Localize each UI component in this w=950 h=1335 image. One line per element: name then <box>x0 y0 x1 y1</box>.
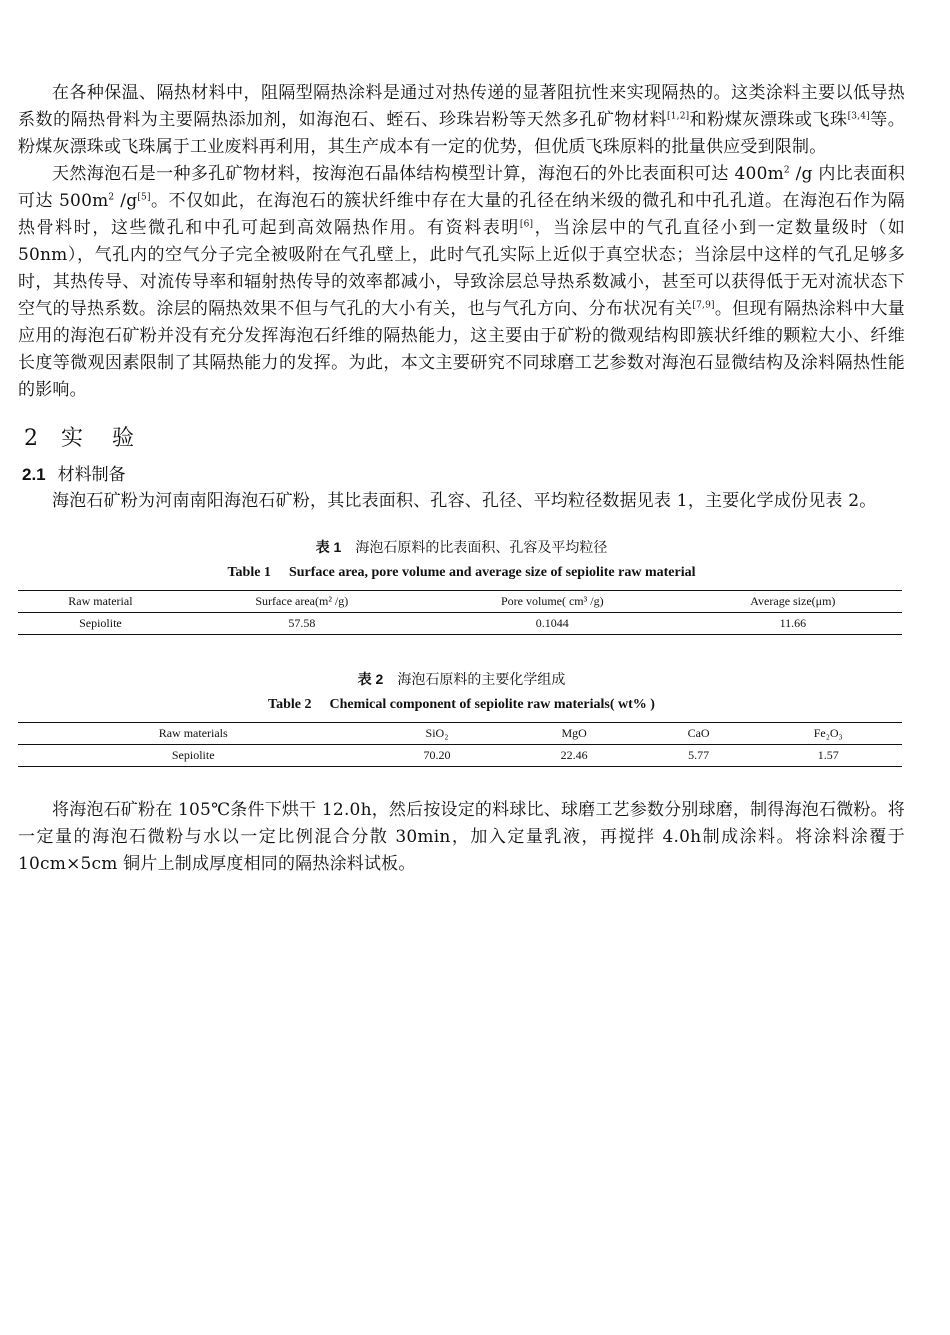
p2-text-d: 。不仅如此，在海泡石的簇状纤维中存在大量的孔径在纳米级的微孔和中孔孔道。在海泡石作为隔热骨料时，这些微孔和中孔可起到高效隔热作用。有资料表明 <box>18 191 905 238</box>
table-row <box>18 745 902 767</box>
p2-text-f: 。但现有隔热涂料中大量应用的海泡石矿粉并没有充分发挥海泡石纤维的隔热能力，这主要由于矿粉的微观结构即簇状纤维的颗粒大小、纤维长度等微观因素限制了其隔热能力的发挥。为此，本文主要研究不同球磨工艺参数对海泡石显微结构及涂料隔热性能的影响。 <box>18 299 905 400</box>
table-2-header-cell: CaO <box>687 726 710 740</box>
table-1-header-cell: Raw material <box>68 594 133 608</box>
table-1-cn-title: 海泡石原料的比表面积、孔容及平均粒径 <box>355 540 608 556</box>
table-2-cell: 70.20 <box>423 748 451 762</box>
p2-text-b: /g 内比表面积可达 500m <box>18 164 905 211</box>
citation-1-2: [1,2] <box>667 111 690 122</box>
p2-superscript-1: 2 <box>783 165 790 176</box>
section-title-char-2: 验 <box>112 426 136 451</box>
table-2-header-row <box>18 723 902 745</box>
citation-6: [6] <box>519 219 534 230</box>
table-2-caption-en <box>18 694 905 716</box>
materials-paragraph: 海泡石矿粉为河南南阳海泡石矿粉，其比表面积、孔容、孔径、平均粒径数据见表 1，主要化学成份见表 2。 <box>52 491 877 511</box>
table-2-cn-label: 表 2 <box>357 671 384 687</box>
citation-5: [5] <box>137 192 151 203</box>
intro-paragraph-1 <box>18 80 905 161</box>
table-2-cell: 1.57 <box>817 748 839 762</box>
table-2-caption-cn <box>18 669 905 690</box>
citation-7-9: [7,9] <box>692 300 715 311</box>
table-1-caption-en <box>18 562 905 584</box>
table-2-cn-title: 海泡石原料的主要化学组成 <box>397 672 566 688</box>
table-2-header-cell: Fe₂O₃ <box>813 726 843 740</box>
table-2-block <box>18 669 905 767</box>
paper-page <box>18 80 905 878</box>
citation-3-4: [3,4] <box>847 111 870 122</box>
table-2-header-cell: MgO <box>561 726 587 740</box>
table-1-cell: 0.1044 <box>535 616 569 630</box>
p1-text-c: 等。粉煤灰漂珠或飞珠属于工业废料再利用，其生产成本有一定的优势，但优质飞珠原料的批量供应受到限制。 <box>18 110 905 157</box>
subsection-title: 材料制备 <box>57 465 126 485</box>
table-2-cell: 5.77 <box>688 748 710 762</box>
section-title-char-1: 实 <box>61 426 85 451</box>
section-heading-experiment <box>24 420 905 458</box>
table-1-en-label: Table 1 <box>227 565 271 580</box>
intro-paragraph-2 <box>18 161 905 404</box>
table-1-header-row <box>18 591 902 613</box>
table-1-en-title: Surface area, pore volume and average size of sepiolite raw material <box>288 565 696 580</box>
table-2-cell: 22.46 <box>560 748 588 762</box>
table-row <box>18 613 902 635</box>
p2-text-e: ，当涂层中的气孔直径小到一定数量级时（如 50nm），气孔内的空气分子完全被吸附在气孔壁上，此时气孔实际上近似于真空状态；当涂层中这样的气孔足够多时，其热传导、对流传导率和辐射热传导的效率都减小，导致涂层总导热系数减小，甚至可以获得低于无对流状态下空气的导热系数。涂层的隔热效果不但与气孔的大小有关，也与气孔方向、分布状况有关 <box>18 218 905 319</box>
p1-text-b: 和粉煤灰漂珠或飞珠 <box>689 110 848 130</box>
table-1-cell: Sepiolite <box>79 616 122 630</box>
table-2 <box>18 722 902 767</box>
table-1-caption-cn <box>18 537 905 558</box>
table-1-cn-label: 表 1 <box>315 539 342 555</box>
table-1-cell: 11.66 <box>779 616 807 630</box>
table-2-cell: Sepiolite <box>171 748 215 762</box>
p2-text-c: /g <box>114 191 138 211</box>
subsection-number: 2.1 <box>22 465 46 484</box>
table-2-header-cell: SiO₂ <box>425 726 449 740</box>
p2-superscript-2: 2 <box>108 192 115 203</box>
table-1-header-cell: Average size(μm) <box>750 594 836 608</box>
table-1 <box>18 590 902 635</box>
subsection-heading-materials <box>22 462 905 488</box>
table-2-en-title: Chemical component of sepiolite raw materials( wt% ) <box>329 697 655 712</box>
table-1-block <box>18 537 905 635</box>
table-1-cell: 57.58 <box>288 616 316 630</box>
table-1-header-cell: Surface area(m² /g) <box>255 594 349 608</box>
p1-text-a: 在各种保温、隔热材料中，阻隔型隔热涂料是通过对热传递的显著阻抗性来实现隔热的。这类涂料主要以低导热系数的隔热骨料为主要隔热添加剂，如海泡石、蛭石、珍珠岩粉等天然多孔矿物材料 <box>18 83 905 130</box>
table-2-en-label: Table 2 <box>268 697 312 712</box>
table-2-header-cell: Raw materials <box>158 726 228 740</box>
table-1-header-cell: Pore volume( cm³ /g) <box>500 594 604 608</box>
section-number: 2 <box>24 426 39 451</box>
p2-text-a: 天然海泡石是一种多孔矿物材料，按海泡石晶体结构模型计算，海泡石的外比表面积可达 400m <box>52 164 784 184</box>
preparation-paragraph: 将海泡石矿粉在 105℃条件下烘干 12.0h，然后按设定的料球比、球磨工艺参数分别球磨，制得海泡石微粉。将一定量的海泡石微粉与水以一定比例混合分散 30min，加入定量乳液，再搅拌 4.0h制成涂料。将涂料涂覆于 10cm×5cm 铜片上制成厚度相同的隔热涂料试板。 <box>18 800 905 874</box>
